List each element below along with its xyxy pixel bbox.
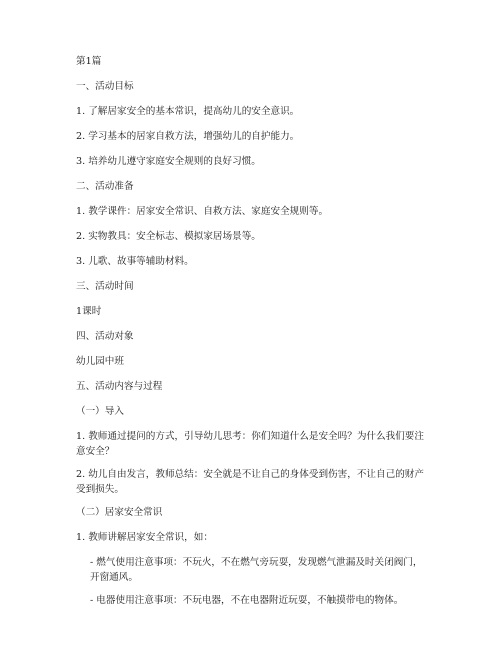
document-body: [76, 54, 428, 618]
bullet-item: - 燃气使用注意事项：不玩火，不在燃气旁玩耍，发现燃气泄漏及时关闭阀门，开窗通风。: [90, 557, 423, 583]
section-heading: 三、活动时间: [76, 281, 134, 292]
list-item: 3. 儿歌、故事等辅助材料。: [76, 256, 194, 267]
body-text: 幼儿园中班: [76, 356, 124, 367]
bullet-item: - 电器使用注意事项：不玩电器，不在电器附近玩耍，不触摸带电的物体。: [90, 595, 404, 606]
list-item: 1. 教师讲解居家安全常识，如：: [76, 532, 213, 543]
section-heading: 四、活动对象: [76, 331, 134, 342]
subsection-heading: （二）居家安全常识: [76, 507, 163, 518]
section-heading: 二、活动准备: [76, 181, 134, 192]
section-heading: 一、活动目标: [76, 81, 134, 92]
list-item: 1. 教师通过提问的方式，引导幼儿思考：你们知道什么是安全吗？为什么我们要注意安全？: [76, 431, 424, 457]
chapter-heading: 第1篇: [76, 56, 102, 67]
list-item: 3. 培养幼儿遵守家庭安全规则的良好习惯。: [76, 156, 261, 167]
list-item: 2. 实物教具：安全标志、模拟家居场景等。: [76, 231, 261, 242]
body-text: 1课时: [76, 306, 102, 317]
list-item: 2. 学习基本的居家自救方法，增强幼儿的自护能力。: [76, 131, 300, 142]
list-item: 1. 了解居家安全的基本常识，提高幼儿的安全意识。: [76, 106, 300, 117]
subsection-heading: （一）导入: [76, 406, 124, 417]
list-item: 1. 教学课件：居家安全常识、自救方法、家庭安全规则等。: [76, 206, 329, 217]
section-heading: 五、活动内容与过程: [76, 381, 163, 392]
list-item: 2. 幼儿自由发言，教师总结：安全就是不让自己的身体受到伤害，不让自己的财产受到损失。: [76, 469, 424, 495]
